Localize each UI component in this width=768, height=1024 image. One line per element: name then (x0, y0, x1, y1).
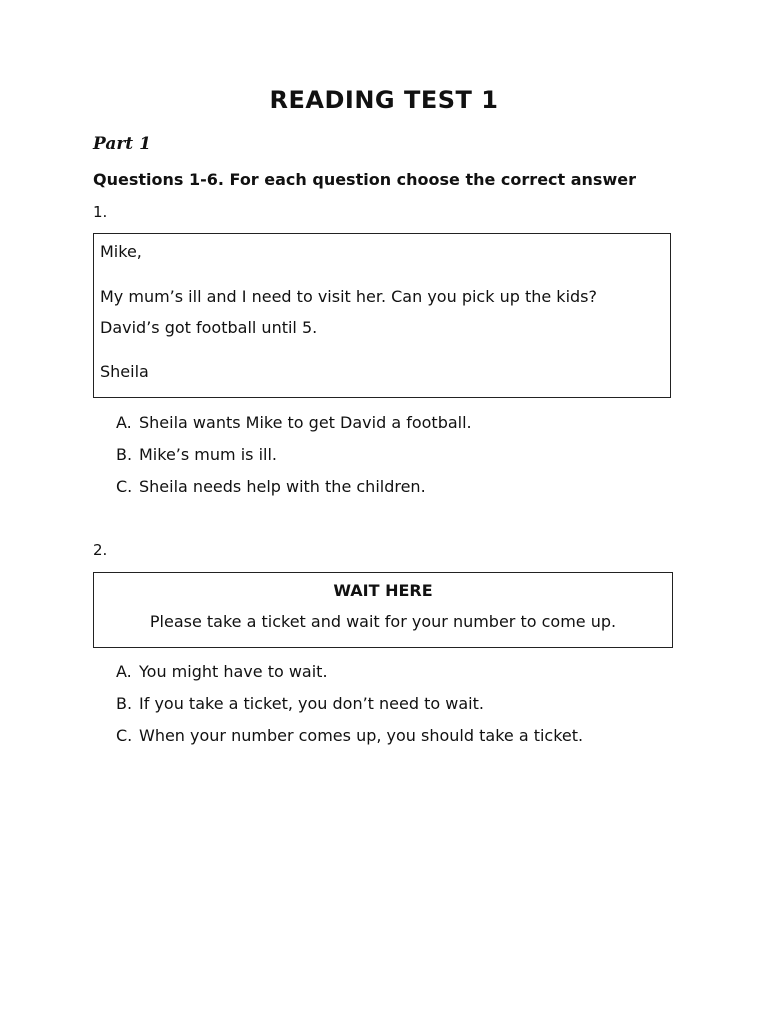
option-letter: C. (116, 726, 133, 745)
page-title: READING TEST 1 (269, 86, 499, 114)
option-letter: A. (116, 662, 132, 681)
sign-body: Please take a ticket and wait for your number to come up. (149, 612, 617, 631)
option-letter: A. (116, 413, 132, 432)
option-letter: B. (116, 445, 133, 464)
question-2-sign-box (93, 572, 673, 648)
question-2-options (116, 662, 583, 758)
question-1-note-box (93, 233, 671, 398)
option-letter: C. (116, 477, 133, 496)
part-label: Part 1 (93, 134, 151, 154)
option-text: Sheila needs help with the children. (139, 477, 426, 496)
note-line-2: David’s got football until 5. (100, 318, 318, 337)
sign-heading: WAIT HERE (333, 581, 433, 600)
question-2-option-b[interactable] (116, 694, 583, 726)
option-text: You might have to wait. (139, 662, 328, 681)
option-letter: B. (116, 694, 133, 713)
instructions: Questions 1-6. For each question choose the correct answer (93, 170, 636, 189)
question-2-option-c[interactable] (116, 726, 583, 758)
option-text: Mike’s mum is ill. (139, 445, 277, 464)
note-line-1: My mum’s ill and I need to visit her. Can you pick up the kids? (100, 287, 597, 306)
question-2-option-a[interactable] (116, 662, 583, 694)
option-text: When your number comes up, you should take a ticket. (139, 726, 584, 745)
question-1-number: 1. (93, 203, 108, 221)
question-1-option-b[interactable] (116, 445, 472, 477)
note-greeting: Mike, (100, 242, 142, 261)
question-2-number: 2. (93, 541, 108, 559)
option-text: If you take a ticket, you don’t need to wait. (139, 694, 484, 713)
question-1-options (116, 413, 472, 509)
question-1-option-c[interactable] (116, 477, 472, 509)
option-text: Sheila wants Mike to get David a football. (139, 413, 472, 432)
note-signoff: Sheila (100, 362, 149, 381)
question-1-option-a[interactable] (116, 413, 472, 445)
